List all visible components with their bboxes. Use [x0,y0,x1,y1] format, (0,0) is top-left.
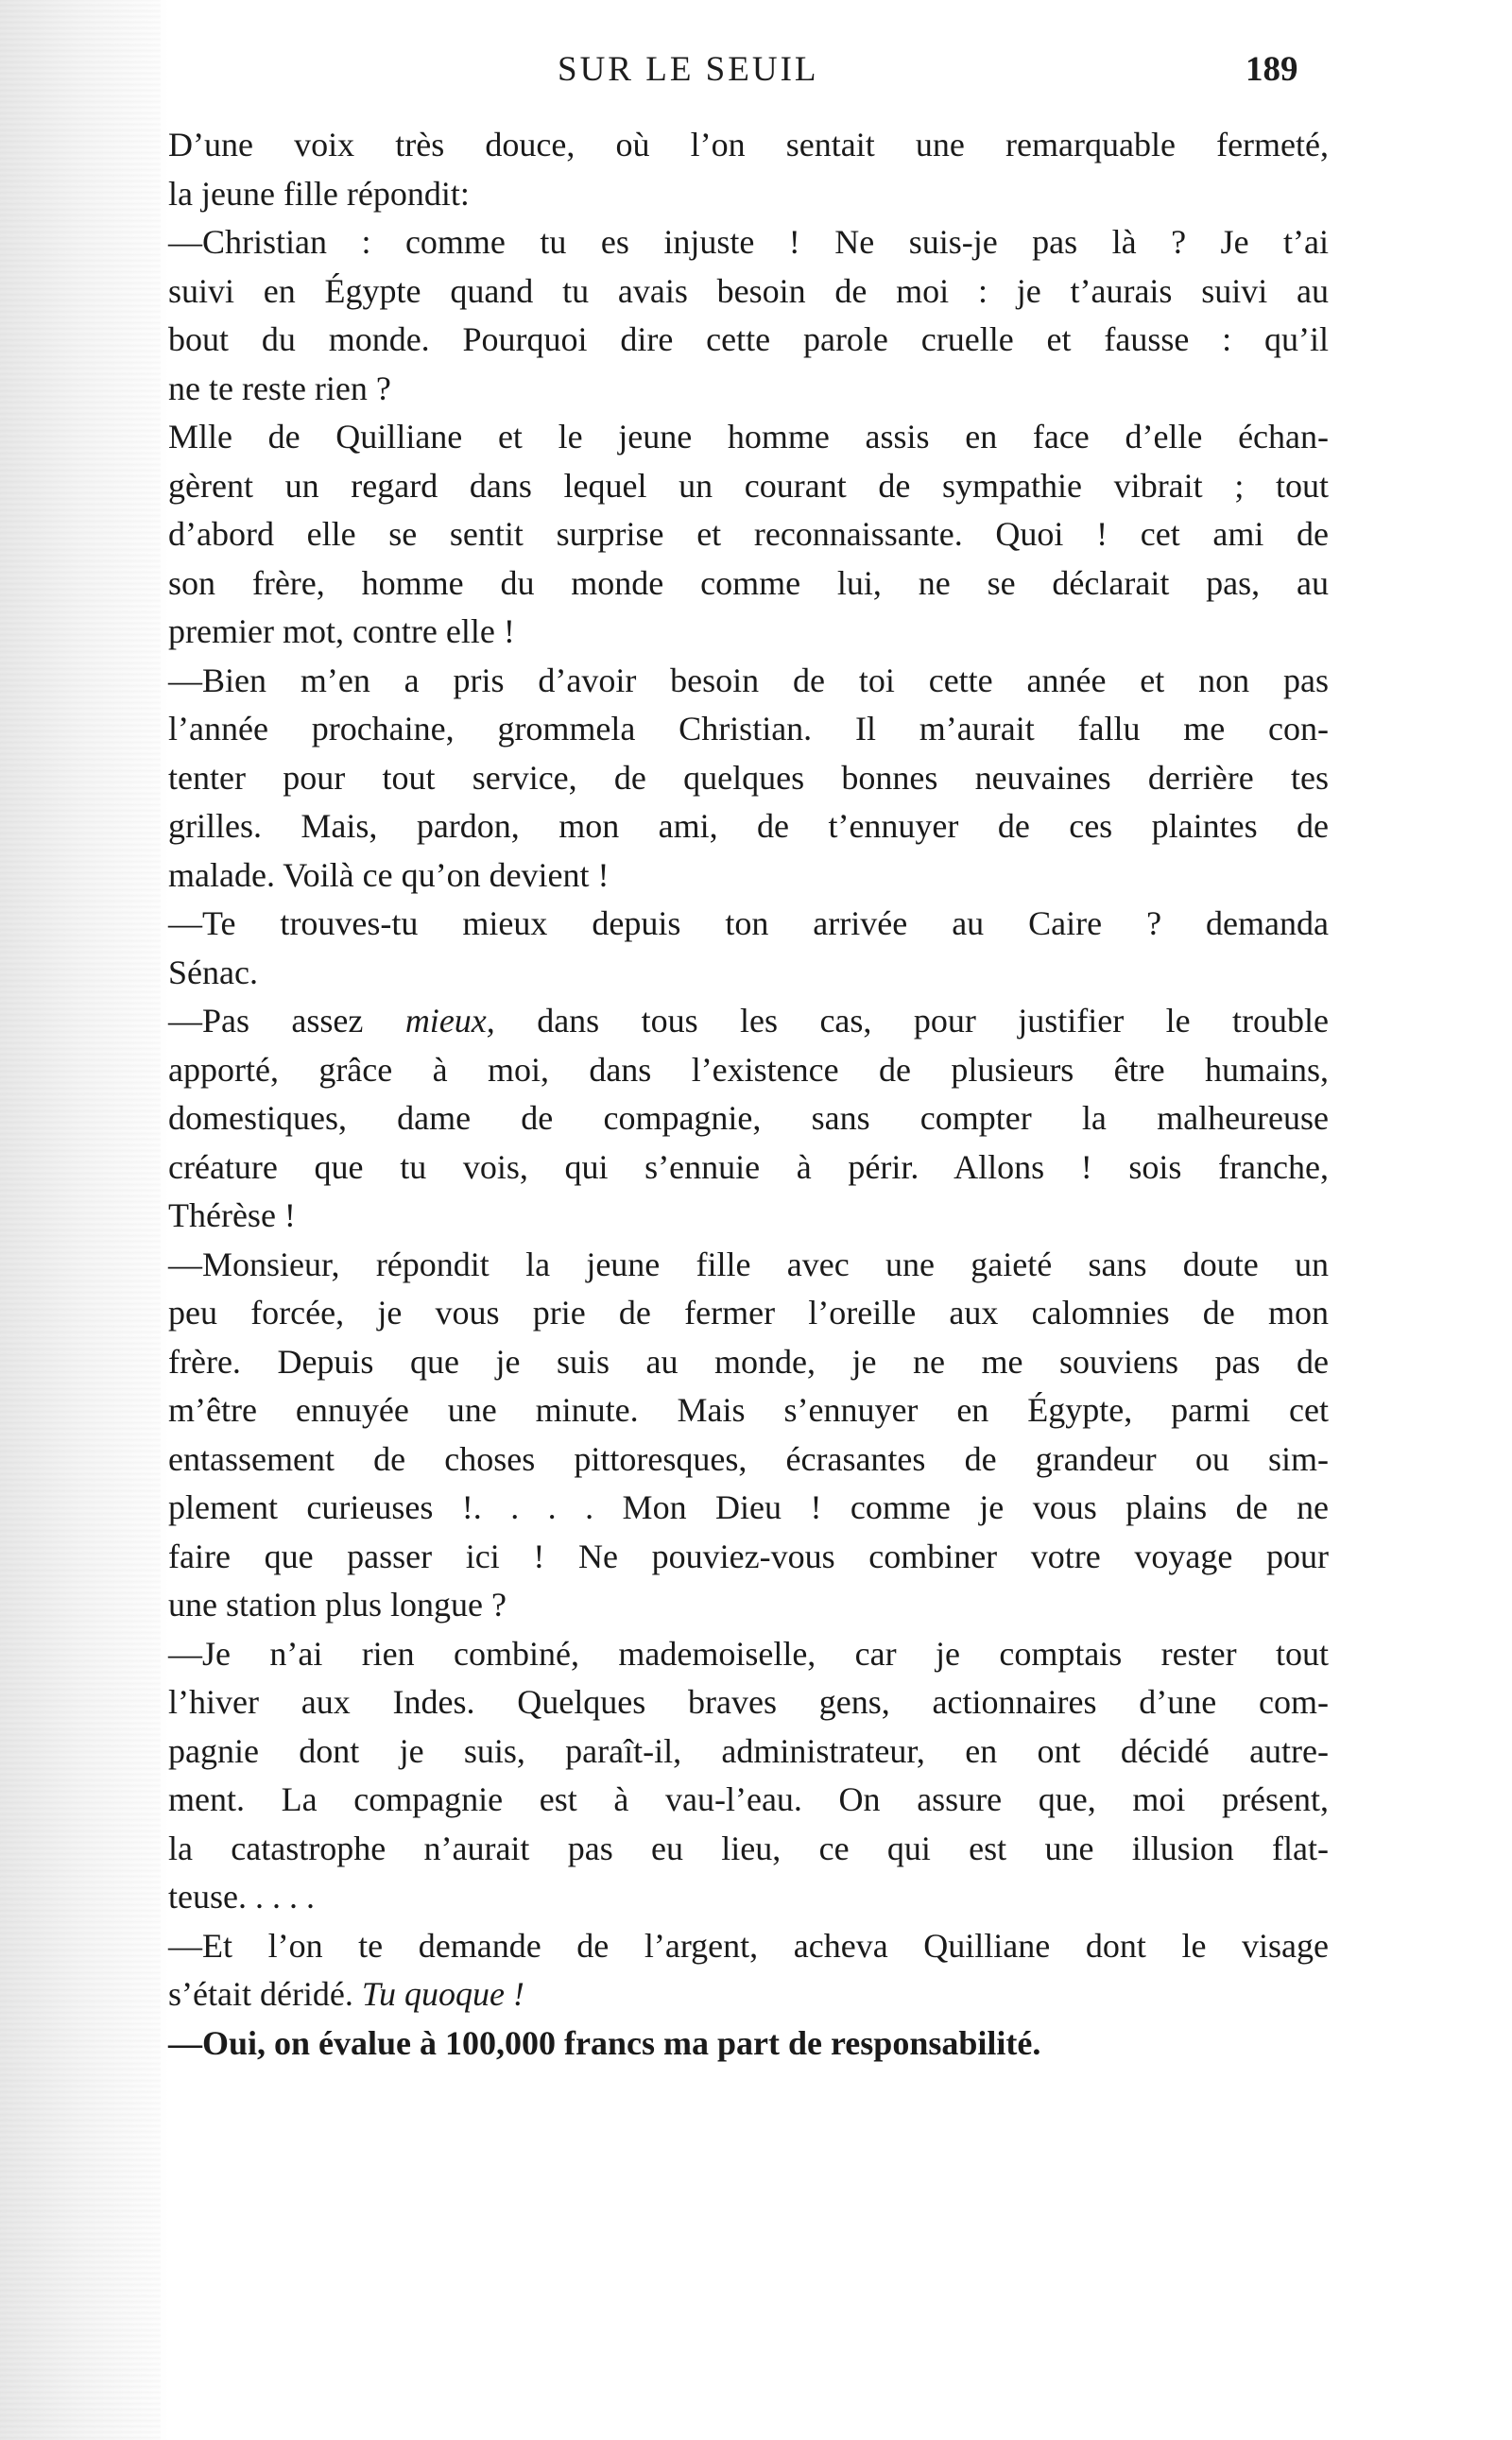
text-line: D’une voix très douce, où l’on sentait une remarquable fermeté, [168,126,1329,163]
text-line: —Je n’ai rien combiné, mademoiselle, car je comptais rester tout [168,1634,1329,1673]
text-line: —Bien m’en a pris d’avoir besoin de toi cette année et non pas [168,661,1329,699]
text-line: tenter pour tout service, de quelques bonnes neuvaines derrière tes [168,758,1329,797]
text-line: faire que passer ici ! Ne pouviez-vous combiner votre voyage pour [168,1537,1329,1575]
text-line: malade. Voilà ce qu’on devient ! [168,855,610,894]
text-line: —Pas assez mieux, dans tous les cas, pour justifier le trouble [168,1002,1330,1040]
text-line: teuse. . . . . [168,1878,315,1916]
text-line: m’être ennuyée une minute. Mais s’ennuyer en Égypte, parmi cet [168,1391,1329,1429]
text-line: Mlle de Quilliane et le jeune homme assis en face d’elle échan- [168,418,1329,455]
text-line: gèrent un regard dans lequel un courant de sympathie vibrait ; tout [168,466,1329,505]
text-line: —Christian : comme tu es injuste ! Ne suis-je pas là ? Je t’ai [168,223,1329,261]
text-line: suivi en Égypte quand tu avais besoin de moi : je t’aurais suivi au [168,271,1329,310]
text-line: son frère, homme du monde comme lui, ne se déclarait pas, au [168,563,1329,602]
text-line: ne te reste rien ? [168,369,391,407]
text-line: une station plus longue ? [168,1586,507,1624]
page-text-body [168,121,1329,2068]
text-line: l’hiver aux Indes. Quelques braves gens, actionnaires d’une com- [168,1683,1329,1721]
text-line: —Te trouves-tu mieux depuis ton arrivée au Caire ? demanda [168,904,1329,942]
text-line: la catastrophe n’aurait pas eu lieu, ce qui est une illusion flat- [168,1829,1329,1867]
text-line: peu forcée, je vous prie de fermer l’oreille aux calomnies de mon [168,1294,1329,1332]
text-line: grilles. Mais, pardon, mon ami, de t’ennuyer de ces plaintes de [168,807,1329,845]
italic-phrase: Tu quoque ! [361,1975,524,2013]
text-line: bout du monde. Pourquoi dire cette parole cruelle et fausse : qu’il [168,320,1329,358]
text-line: premier mot, contre elle ! [168,612,515,650]
text-line: Thérèse ! [168,1196,296,1234]
text-line: Sénac. [168,953,258,991]
italic-phrase: mieux, [404,1002,495,1040]
running-head-title: SUR LE SEUIL [558,50,819,89]
text-line: apporté, grâce à moi, dans l’existence de plusieurs être humains, [168,1050,1329,1089]
text-line: d’abord elle se sentit surprise et reconnaissante. Quoi ! cet ami de [168,515,1329,553]
text-line: plement curieuses !. . . . Mon Dieu ! comme je vous plains de ne [168,1488,1329,1526]
page-gutter-shadow [0,0,161,2440]
text-line: ment. La compagnie est à vau-l’eau. On assure que, moi présent, [168,1780,1329,1818]
text-line: frère. Depuis que je suis au monde, je ne me souviens pas de [168,1342,1329,1381]
text-line: créature que tu vois, qui s’ennuie à périr. Allons ! sois franche, [168,1147,1329,1186]
text-line: —Monsieur, répondit la jeune fille avec une gaieté sans doute un [168,1245,1329,1283]
text-line: la jeune fille répondit: [168,174,470,213]
text-line: s’était déridé. Tu quoque ! [168,1975,524,2013]
text-line: —Et l’on te demande de l’argent, acheva Quilliane dont le visage [168,1926,1329,1965]
text-line: —Oui, on évalue à 100,000 francs ma part de responsabilité. [168,2023,1041,2062]
text-line: entassement de choses pittoresques, écrasantes de grandeur ou sim- [168,1439,1329,1478]
page-number: 189 [1246,50,1298,89]
text-line: pagnie dont je suis, paraît-il, administrateur, en ont décidé autre- [168,1731,1329,1770]
text-line: domestiques, dame de compagnie, sans compter la malheureuse [168,1099,1329,1137]
text-line: l’année prochaine, grommela Christian. Il m’aurait fallu me con- [168,710,1329,747]
